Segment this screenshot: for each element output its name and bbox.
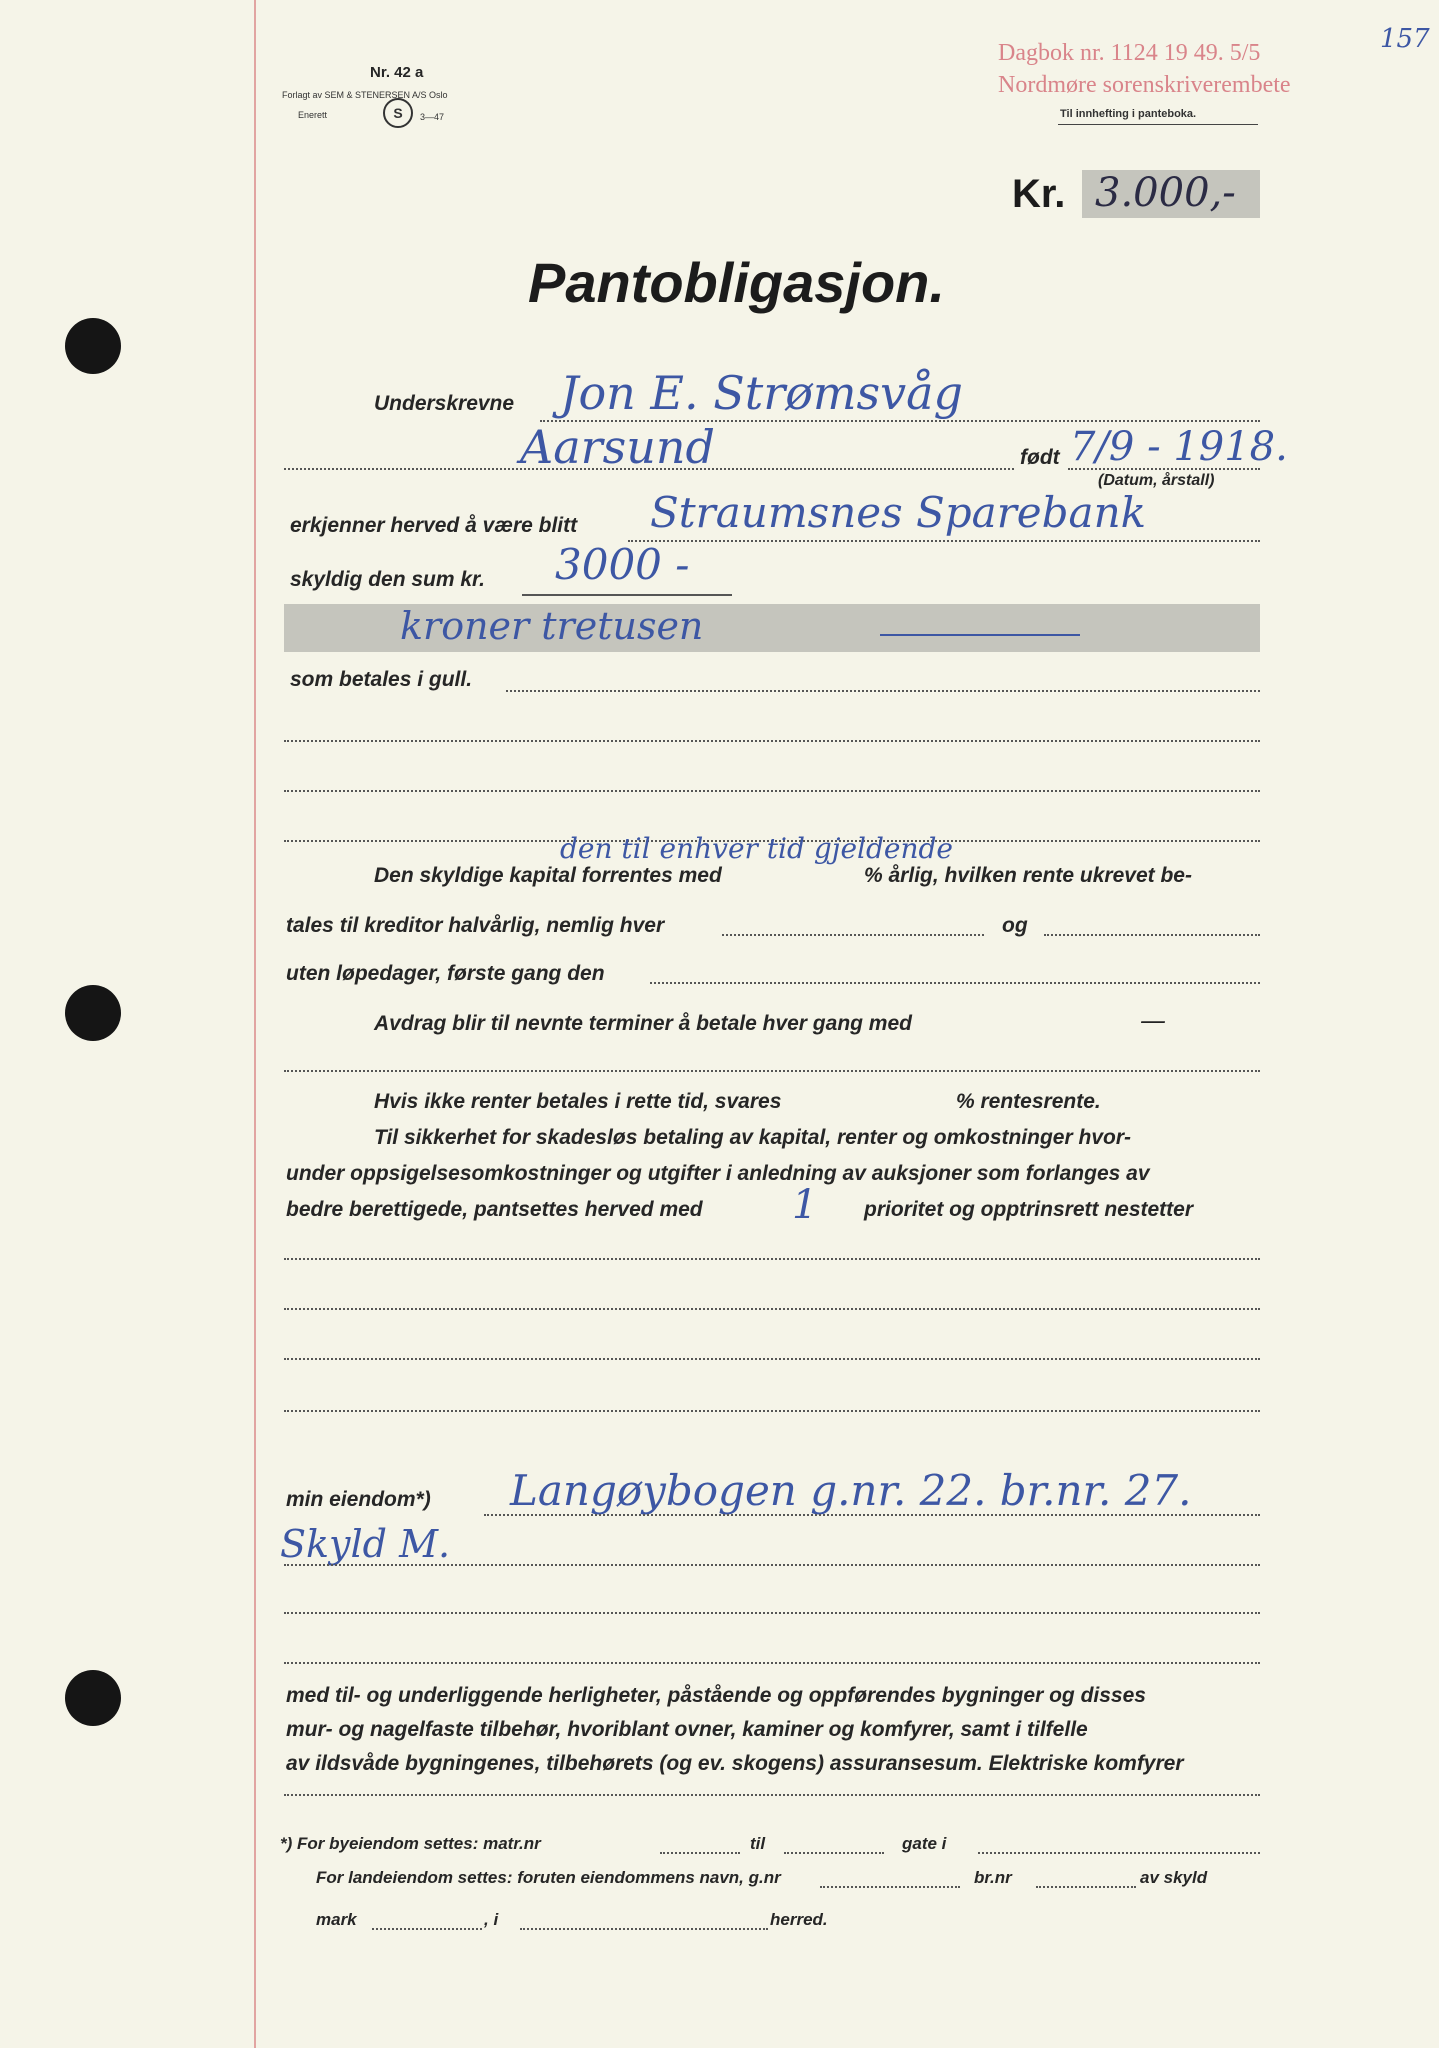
footnote-3c: herred. xyxy=(770,1910,828,1929)
late-label: Hvis ikke renter betales i rette tid, svares xyxy=(374,1090,782,1113)
document-title: Pantobligasjon. xyxy=(528,251,945,314)
clause-line-3: av ildsvåde bygningenes, tilbehørets (og ev. skogens) assuransesum. Elektriske komfyrer xyxy=(286,1752,1184,1775)
first-time-label: uten løpedager, første gang den xyxy=(286,962,605,985)
publisher-line: Forlagt av SEM & STENERSEN A/S Oslo xyxy=(282,90,448,100)
form-number: Nr. 42 a xyxy=(370,64,424,81)
creditor-value: Straumsnes Sparebank xyxy=(650,488,1147,537)
installment-label: Avdrag blir til nevnte terminer å betale hver gang med xyxy=(374,1012,912,1035)
footnote-3a: mark xyxy=(316,1910,357,1929)
blank-line xyxy=(284,1612,1260,1614)
debt-underline xyxy=(522,594,732,596)
footnote-dots xyxy=(372,1928,482,1930)
footnote-1a: *) For byeiendom settes: matr.nr xyxy=(280,1834,541,1853)
amount-label: Kr. xyxy=(1012,172,1066,216)
creditor-line xyxy=(628,540,1260,542)
security-line-2: under oppsigelsesomkostninger og utgifter i anledning av auksjoner som forlanges av xyxy=(286,1162,1150,1185)
halfyear-line xyxy=(722,934,984,936)
margin-line xyxy=(254,0,256,2048)
place-value: Aarsund xyxy=(520,420,715,474)
born-label: født xyxy=(1020,446,1060,469)
undersigned-value: Jon E. Strømsvåg xyxy=(560,366,963,420)
blank-line xyxy=(284,1258,1260,1260)
footnote-2c: av skyld xyxy=(1140,1868,1208,1887)
footnote-dots xyxy=(820,1886,960,1888)
blank-line xyxy=(284,1662,1260,1664)
interest-label: Den skyldige kapital forrentes med xyxy=(374,864,722,887)
priority-value: 1 xyxy=(792,1182,818,1228)
blank-line xyxy=(284,1410,1260,1412)
gold-line xyxy=(506,690,1260,692)
skyld-value: Skyld M. xyxy=(280,1522,451,1566)
born-line xyxy=(1068,468,1260,470)
amount-value: 3.000,- xyxy=(1095,170,1236,216)
halfyear-line-b xyxy=(1044,934,1260,936)
interest-label-b: % årlig, hvilken rente ukrevet be- xyxy=(864,864,1192,887)
blank-line xyxy=(284,1308,1260,1310)
blank-line xyxy=(284,1358,1260,1360)
property-line xyxy=(484,1514,1260,1516)
security-line-3: bedre berettigede, pantsettes herved med xyxy=(286,1198,703,1221)
punch-hole xyxy=(65,318,121,374)
eneret-label: Enerett xyxy=(298,110,328,120)
footnote-dots xyxy=(660,1852,740,1854)
born-value: 7/9 - 1918. xyxy=(1070,424,1288,470)
place-line xyxy=(284,468,1014,470)
debt-value: 3000 - xyxy=(555,540,690,589)
blank-line xyxy=(284,1564,1260,1566)
installment-value: — xyxy=(1140,1006,1166,1036)
installment-line xyxy=(284,1070,1260,1072)
page-number: 157 xyxy=(1380,24,1430,54)
footnote-dots xyxy=(520,1928,768,1930)
property-value: Langøybogen g.nr. 22. br.nr. 27. xyxy=(510,1466,1192,1515)
gold-label: som betales i gull. xyxy=(290,668,473,691)
blank-line xyxy=(284,790,1260,792)
first-time-line xyxy=(650,982,1260,984)
security-line-1: Til sikkerhet for skadesløs betaling av kapital, renter og omkostninger hvor- xyxy=(374,1126,1131,1149)
edition-label: 3—47 xyxy=(420,112,445,122)
debt-label: skyldig den sum kr. xyxy=(290,568,485,591)
footnote-1c: gate i xyxy=(902,1834,947,1853)
halfyear-label: tales til kreditor halvårlig, nemlig hver xyxy=(286,914,665,937)
words-strike xyxy=(880,634,1080,636)
born-hint: (Datum, årstall) xyxy=(1098,472,1215,489)
footnote-2a: For landeiendom settes: foruten eiendommens navn, g.nr xyxy=(316,1868,781,1887)
diary-stamp-line: Dagbok nr. 1124 19 49. 5/5 xyxy=(998,40,1261,66)
late-label-b: % rentesrente. xyxy=(956,1090,1101,1113)
punch-hole xyxy=(65,985,121,1041)
words-value: kroner tretusen xyxy=(400,604,704,648)
footnote-dots xyxy=(978,1852,1260,1854)
publisher-logo-icon: S xyxy=(383,98,413,128)
footnote-2b: br.nr xyxy=(974,1868,1012,1887)
footnote-1b: til xyxy=(750,1834,766,1853)
undersigned-label: Underskrevne xyxy=(374,392,515,415)
footnote-3b: , i xyxy=(484,1910,499,1929)
interest-note: den til enhver tid gjeldende xyxy=(560,832,953,865)
blank-line xyxy=(284,740,1260,742)
blank-line xyxy=(284,1794,1260,1796)
clause-line-2: mur- og nagelfaste tilbehør, hvoriblant ovner, kaminer og komfyrer, samt i tilfelle xyxy=(286,1718,1088,1741)
court-stamp-line: Nordmøre sorenskriverembete xyxy=(998,72,1291,98)
footnote-dots xyxy=(1036,1886,1136,1888)
creditor-label: erkjenner herved å være blitt xyxy=(290,514,578,537)
stamp-underline xyxy=(1058,124,1258,125)
og-label: og xyxy=(1002,914,1028,937)
security-line-3b: prioritet og opptrinsrett nestetter xyxy=(864,1198,1194,1221)
punch-hole xyxy=(65,1670,121,1726)
footnote-dots xyxy=(784,1852,884,1854)
stamp-note: Til innhefting i panteboka. xyxy=(1060,108,1197,120)
property-label: min eiendom*) xyxy=(286,1488,431,1511)
clause-line-1: med til- og underliggende herligheter, påstående og oppførendes bygninger og disses xyxy=(286,1684,1146,1707)
